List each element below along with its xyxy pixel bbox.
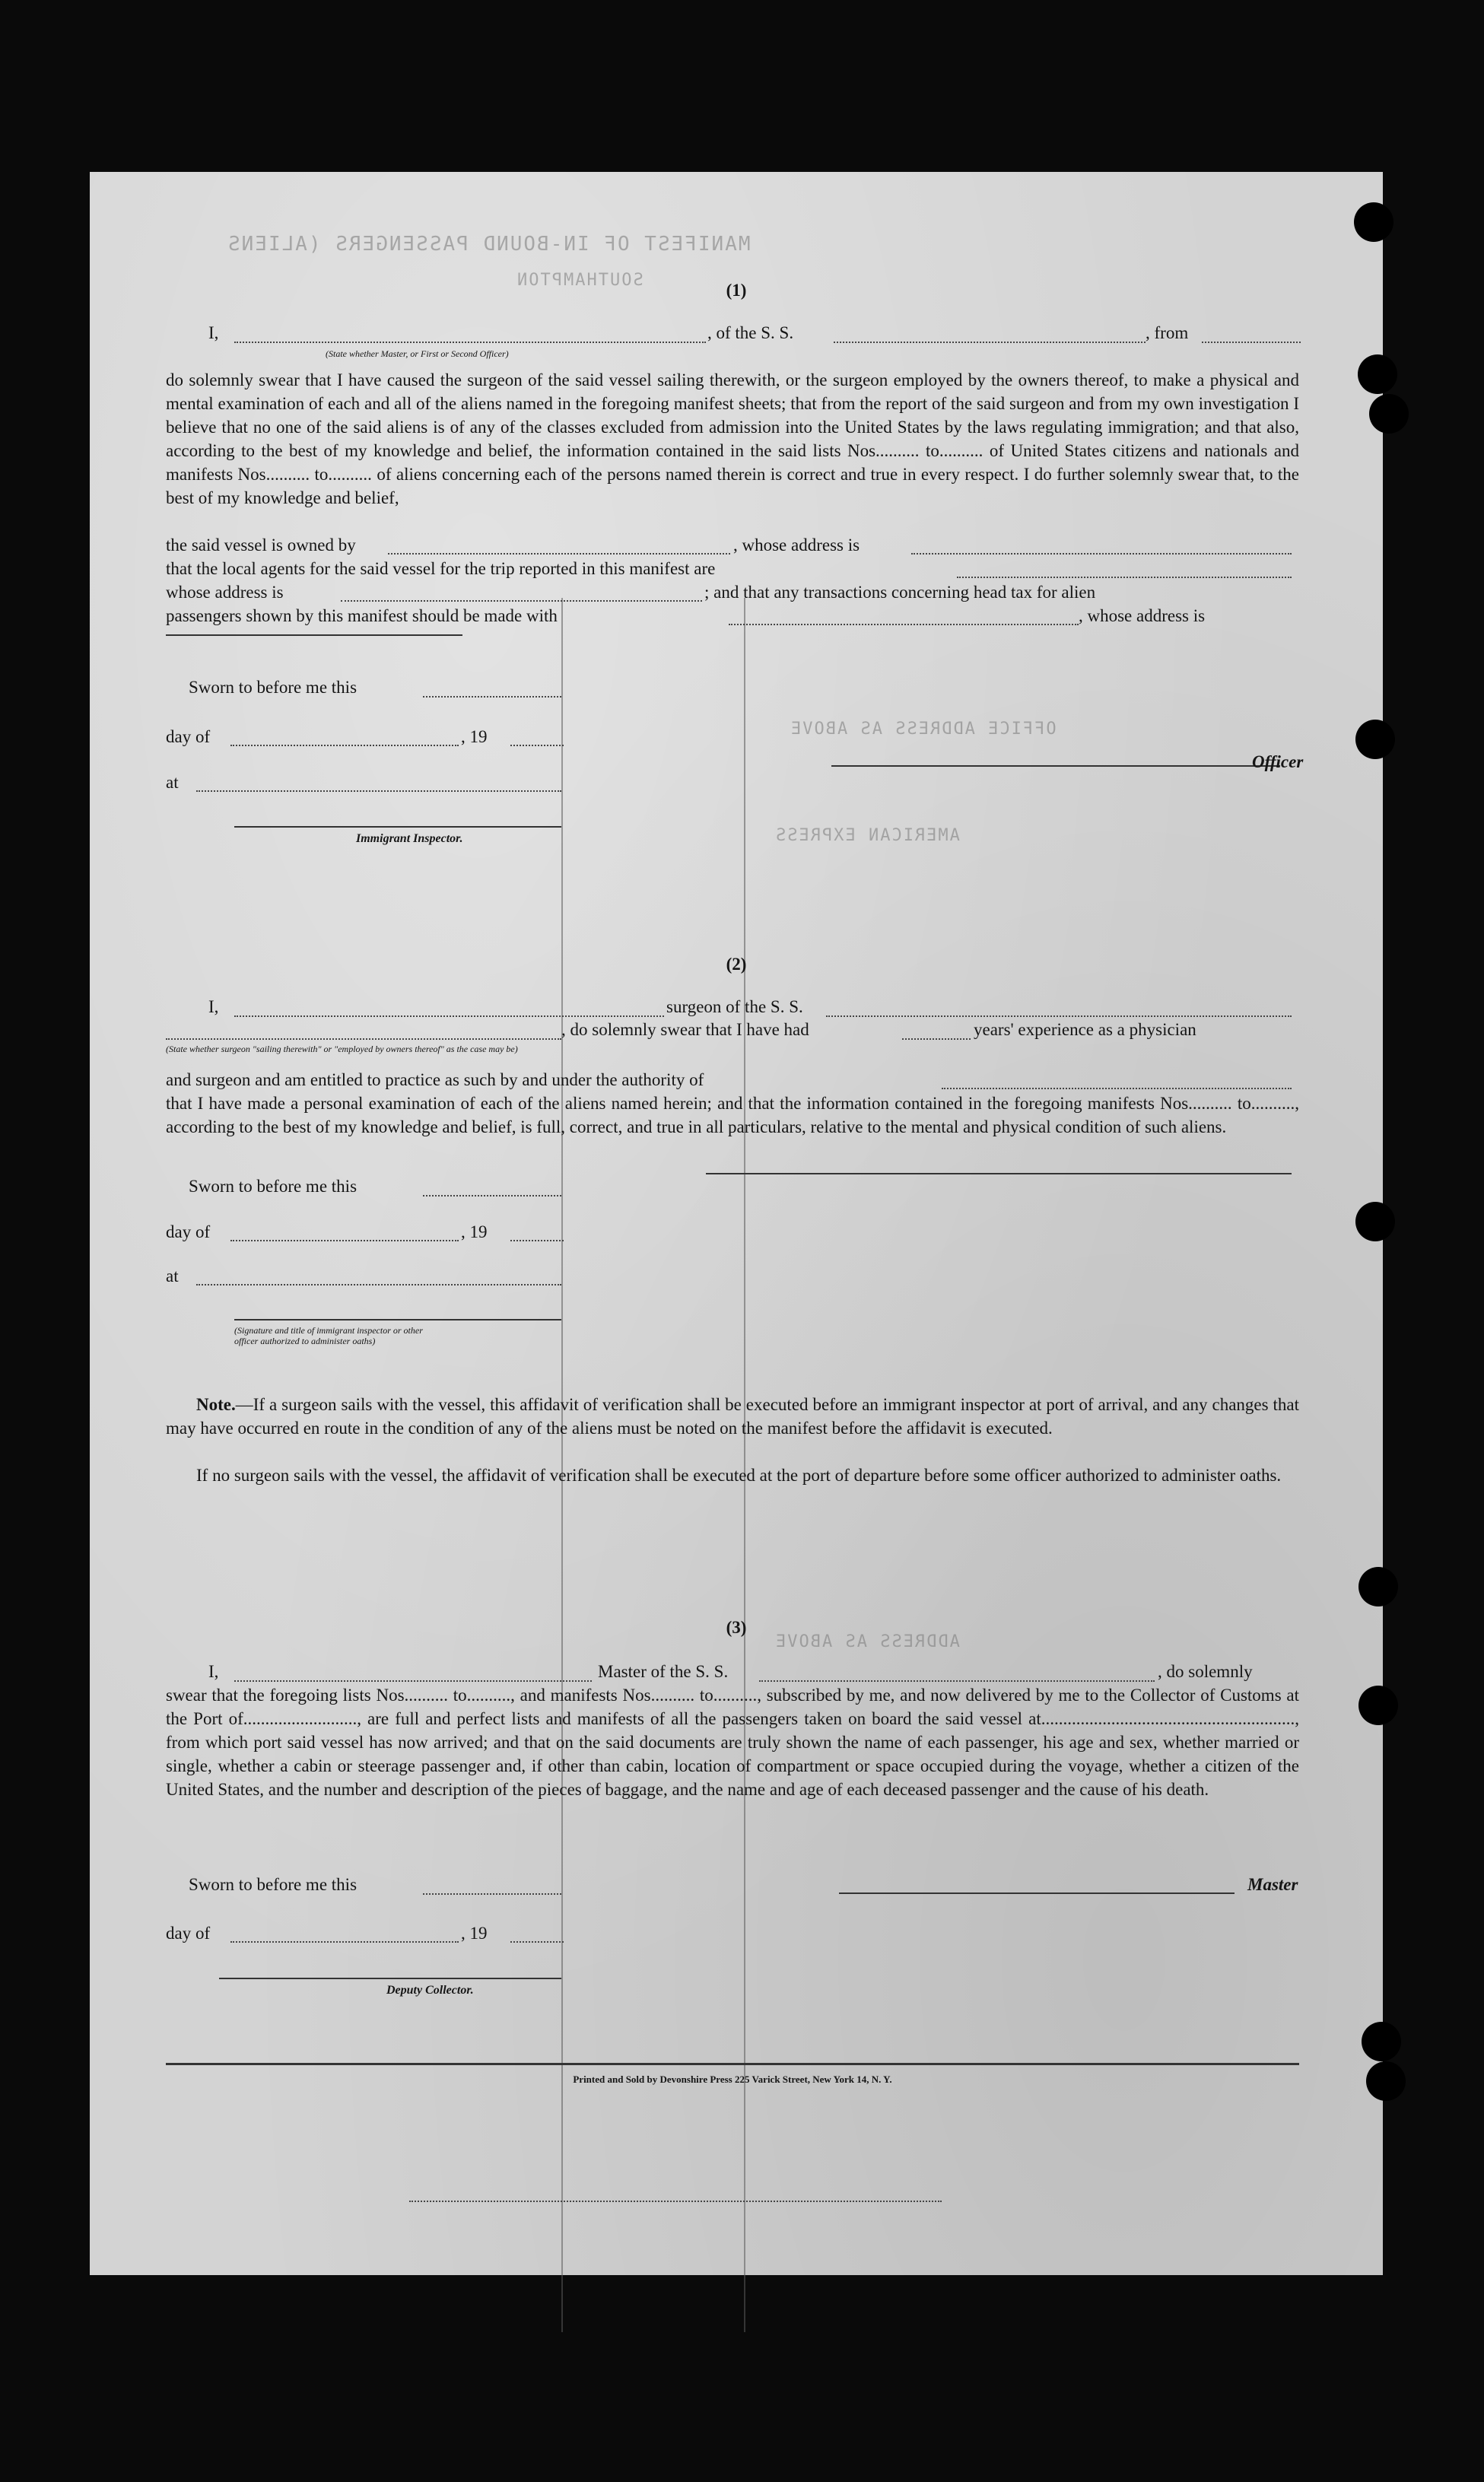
sec3-year: , 19 — [461, 1924, 488, 1943]
sec2-surgeon-blank — [234, 1015, 664, 1017]
sec2-day-blank — [230, 1239, 459, 1241]
binder-hole — [1358, 354, 1397, 394]
sec1-inspector: Immigrant Inspector. — [356, 832, 463, 845]
manifest-affidavit-sheet — [90, 172, 1383, 2275]
sec2-i: I, — [208, 997, 219, 1016]
sec2-day-of: day of — [166, 1222, 211, 1241]
sec1-agents-address-blank — [341, 599, 702, 602]
sec2-sworn-blank — [423, 1194, 561, 1197]
binder-hole — [1358, 1567, 1398, 1606]
sec2-note — [166, 1393, 1299, 1440]
bleed-text: SOUTHAMPTON — [516, 271, 643, 290]
bleed-text: MANIFEST OF IN-BOUND PASSENGERS (ALIENS — [227, 233, 751, 256]
section-1-number: (1) — [726, 281, 747, 300]
sec1-sworn-blank — [423, 695, 561, 698]
printer-imprint: Printed and Sold by Devonshire Press 225 Varick Street, New York 14, N. Y. — [573, 2074, 892, 2085]
sec2-note-label: Note. — [196, 1395, 236, 1414]
sec1-passengers: passengers shown by this manifest should be made with — [166, 606, 558, 625]
sec3-i: I, — [208, 1662, 219, 1681]
sec1-owner-blank — [388, 552, 730, 555]
bottom-dotted-rule — [409, 2200, 942, 2202]
sec3-sworn-blank — [423, 1892, 561, 1895]
sec2-surgeon-of: surgeon of the S. S. — [666, 997, 803, 1016]
sec1-i: I, — [208, 323, 219, 342]
binder-hole — [1369, 394, 1409, 434]
sec2-sworn: Sworn to before me this — [189, 1177, 357, 1196]
sec1-officer: Officer — [1252, 752, 1304, 771]
sec1-officer-signature-line — [831, 765, 1280, 767]
sec1-head-tax: ; and that any transactions concerning head tax for alien — [704, 583, 1096, 602]
bleed-text: AMERICAN EXPRESS — [774, 826, 960, 845]
sec1-from: , from — [1146, 323, 1189, 342]
sec1-officer-blank — [234, 341, 706, 343]
sec2-surgeon-type-blank — [166, 1038, 561, 1040]
sec2-sig-caption: (Signature and title of immigrant inspector or other officer authorized to administer oaths) — [234, 1325, 423, 1346]
sec3-oath-body: swear that the foregoing lists Nos.......... to.........., and manifests Nos.......... to.........., subscribed by me, and now delivered by me to the Collector of Customs at the Port of.........................., are full and perfect lists and manifests of all the passengers taken on board the said vessel at.........................................................., from which port said vessel has now arrived; and that on the said documents are truly shown the name of each passenger, his age and sex, whether married or single, whether a cabin or steerage passenger and, if other than cabin, location of compartment or space occupied during the voyage, whether a citizen of the United States, and the number and description of the pieces of baggage, and the name and age of each deceased passenger and the cause of his death. — [166, 1686, 1299, 1799]
sec2-year: , 19 — [461, 1222, 488, 1241]
sec1-agents: that the local agents for the said vessel for the trip reported in this manifest are — [166, 559, 716, 578]
sec3-deputy-signature-line — [219, 1978, 561, 1979]
sec2-swear: , do solemnly swear that I have had — [561, 1020, 809, 1039]
sec1-caption: (State whether Master, or First or Second Officer) — [326, 348, 509, 359]
sec1-agents-blank — [957, 576, 1292, 578]
sec3-master: Master — [1247, 1875, 1298, 1894]
bleed-text: OFFICE ADDRESS AS ABOVE — [790, 720, 1057, 739]
sec1-day-blank — [230, 744, 459, 746]
sec1-agents-address: whose address is — [166, 583, 284, 602]
bleed-text: ADDRESS AS ABOVE — [774, 1632, 960, 1651]
sec3-day-blank — [230, 1940, 459, 1943]
sec2-year-blank — [510, 1239, 564, 1241]
sec2-official-signature-line — [234, 1319, 561, 1320]
sec2-note-text: —If a surgeon sails with the vessel, this affidavit of verification shall be executed before an immigrant inspector at port of arrival, and any changes that may have occurred en route in the condition of any of the aliens must be noted on the manifest before the affidavit is executed. — [166, 1395, 1299, 1438]
sec1-owner-address-blank — [911, 552, 1292, 555]
sec2-years: years' experience as a physician — [974, 1020, 1196, 1039]
sec1-inspector-signature-line — [234, 826, 561, 828]
sec2-at: at — [166, 1266, 179, 1285]
section-2-number: (2) — [726, 955, 747, 974]
sec1-vessel-blank — [834, 341, 1146, 343]
sec2-surgeon-signature-line — [706, 1173, 1292, 1174]
sec1-sworn: Sworn to before me this — [189, 678, 357, 697]
sec3-deputy: Deputy Collector. — [386, 1984, 474, 1997]
sec1-head-tax-blank — [729, 623, 1079, 625]
binder-hole — [1358, 1686, 1398, 1725]
sec1-passengers-address-rule — [166, 634, 462, 636]
sec3-master-of: Master of the S. S. — [598, 1662, 729, 1681]
sec2-at-blank — [196, 1283, 561, 1285]
binder-hole — [1355, 720, 1395, 759]
sec1-passengers-address: , whose address is — [1079, 606, 1206, 625]
sec2-note-no-surgeon: If no surgeon sails with the vessel, the affidavit of verification shall be executed at the port of departure before some officer authorized to administer oaths. — [196, 1466, 1282, 1485]
sec1-day-of: day of — [166, 727, 211, 746]
sec2-vessel-blank — [826, 1015, 1292, 1017]
sec1-from-blank — [1202, 341, 1301, 343]
sec1-year-blank — [510, 744, 564, 746]
binder-hole — [1362, 2022, 1401, 2061]
bottom-rule — [166, 2063, 1299, 2065]
sec3-day-of: day of — [166, 1924, 211, 1943]
sec1-owned-by: the said vessel is owned by — [166, 535, 356, 555]
section-3-number: (3) — [726, 1618, 747, 1637]
sec3-sworn: Sworn to before me this — [189, 1875, 357, 1894]
sec1-year: , 19 — [461, 727, 488, 746]
sec1-oath-body: do solemnly swear that I have caused the surgeon of the said vessel sailing therewith, or the surgeon employed by the owners thereof, to make a physical and mental examination of each and all of the aliens named in the foregoing manifest sheets; that from the report of the said surgeon and from my own investigation I believe that no one of the said aliens is of any of the classes excluded from admission into the United States by the laws regulating immigration; and that also, according to the best of my knowledge and belief, the information contained in the said lists Nos.......... to.......... of United States citizens and nationals and manifests Nos.......... to.......... of aliens concerning each of the persons named therein is correct and true in every respect. I do further solemnly swear that, to the best of my knowledge and belief, — [166, 370, 1299, 507]
sec1-owner-address: , whose address is — [733, 535, 860, 555]
sec2-authority-blank — [942, 1087, 1292, 1089]
binder-hole — [1355, 1202, 1395, 1241]
sec2-oath-body: that I have made a personal examination of each of the aliens named herein; and that the information contained in the foregoing manifests Nos.......... to.........., according to the best of my knowledge and belief, is full, correct, and true in all particulars, relative to the mental and physical condition of such aliens. — [166, 1094, 1299, 1136]
binder-hole — [1366, 2061, 1406, 2101]
sec1-of-ss: , of the S. S. — [707, 323, 794, 342]
sec1-at: at — [166, 773, 179, 792]
sec2-practice: and surgeon and am entitled to practice as such by and under the authority of — [166, 1070, 704, 1089]
binder-hole — [1354, 202, 1393, 242]
sec3-year-blank — [510, 1940, 564, 1943]
sec2-years-blank — [902, 1038, 971, 1040]
sec2-caption: (State whether surgeon "sailing therewith" or "employed by owners thereof" as the case may be) — [166, 1044, 518, 1054]
sec3-master-signature-line — [839, 1892, 1235, 1894]
sec3-vessel-blank — [759, 1680, 1155, 1682]
sec3-solemnly: , do solemnly — [1158, 1662, 1253, 1681]
sec3-master-blank — [234, 1680, 592, 1682]
sec1-at-blank — [196, 790, 561, 792]
